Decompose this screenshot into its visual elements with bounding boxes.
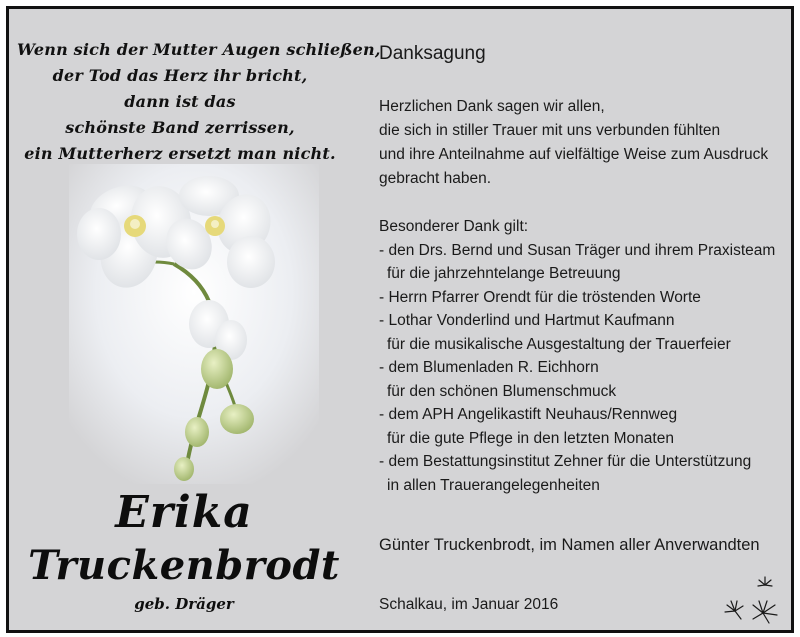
signature-name: Günter Truckenbrodt bbox=[379, 536, 531, 554]
memorial-poem bbox=[17, 37, 381, 167]
deceased-first-name: Erika bbox=[115, 487, 253, 538]
acknowledgement-column bbox=[377, 9, 787, 630]
intro-line: gebracht haben. bbox=[379, 170, 492, 187]
dandelion-seed-ornament bbox=[723, 575, 779, 625]
thanks-item-detail: in allen Trauerangelegenheiten bbox=[387, 476, 600, 494]
poem-line: ein Mutterherz ersetzt man nicht. bbox=[24, 144, 336, 163]
deceased-last-name: Truckenbrodt bbox=[28, 542, 340, 589]
memorial-column bbox=[9, 9, 381, 630]
poem-line: der Tod das Herz ihr bricht, bbox=[52, 66, 308, 85]
intro-line: und ihre Anteilnahme auf vielfältige Weise zum Ausdruck bbox=[379, 146, 769, 163]
thanks-item: - den Drs. Bernd und Susan Träger und ihrem Praxisteam bbox=[379, 241, 776, 259]
notice-heading: Danksagung bbox=[379, 43, 486, 64]
signature-line bbox=[379, 533, 760, 557]
thanks-item-detail: für die jahrzehntelange Betreuung bbox=[387, 265, 621, 282]
intro-line: Herzlichen Dank sagen wir allen, bbox=[379, 98, 605, 115]
poem-line: dann ist das bbox=[124, 92, 236, 111]
poem-line: schönste Band zerrissen, bbox=[65, 118, 295, 137]
special-thanks-list bbox=[379, 215, 775, 497]
thanks-heading: Besonderer Dank gilt: bbox=[379, 218, 529, 235]
deceased-birth-name: geb. Dräger bbox=[134, 595, 234, 613]
thanks-item-detail: für die musikalische Ausgestaltung der Trauerfeier bbox=[387, 335, 731, 353]
thanks-item: - dem Blumenladen R. Eichhorn bbox=[379, 359, 599, 376]
thanks-item: - dem Bestattungsinstitut Zehner für die Unterstützung bbox=[379, 453, 752, 470]
obituary-card bbox=[6, 6, 794, 633]
intro-paragraph bbox=[379, 95, 768, 191]
poem-line: Wenn sich der Mutter Augen schließen, bbox=[17, 40, 381, 59]
thanks-item: - Herrn Pfarrer Orendt für die tröstenden Worte bbox=[379, 288, 701, 306]
thanks-item-detail: für die gute Pflege in den letzten Monaten bbox=[387, 429, 674, 447]
thanks-item-detail: für den schönen Blumenschmuck bbox=[387, 382, 617, 400]
orchid-image bbox=[69, 164, 319, 484]
place-date: Schalkau, im Januar 2016 bbox=[379, 596, 559, 613]
thanks-item: - Lothar Vonderlind und Hartmut Kaufmann bbox=[379, 312, 675, 329]
thanks-item: - dem APH Angelikastift Neuhaus/Rennweg bbox=[379, 406, 678, 423]
intro-line: die sich in stiller Trauer mit uns verbunden fühlten bbox=[379, 122, 721, 139]
signature-rest: , im Namen aller Anverwandten bbox=[530, 536, 760, 554]
